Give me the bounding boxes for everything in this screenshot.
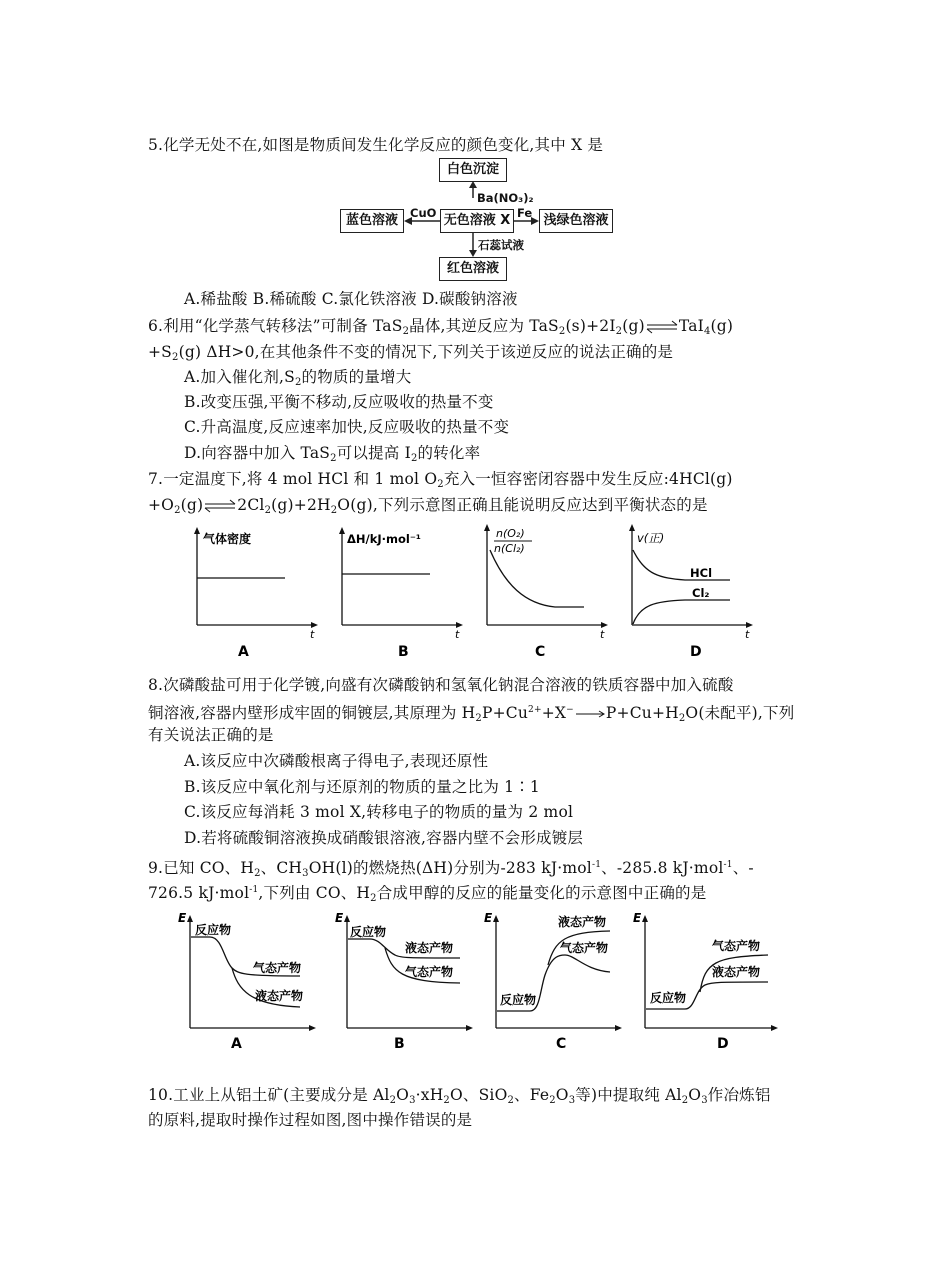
q7-d-label-cl2: Cl₂: [692, 586, 710, 600]
svg-text:E: E: [484, 911, 493, 925]
q10-line1: 10.工业上从铝土矿(主要成分是 $Al_2O_3\cdot xH_2O$、SiO$_2$、$Fe_2O_3$等)中提取纯 $Al_2O_3$作冶炼铝: [148, 1086, 771, 1106]
q7-c-ylabel-den: n(Cl₂): [494, 542, 525, 555]
q7-line2: $+O_2(g)$ $2Cl_2(g)+2H_2O(g)$,下列示意图正确且能说明反应达到平衡状态的是: [148, 496, 708, 516]
q7-b-ylabel: ΔH/kJ·mol⁻¹: [347, 532, 421, 546]
svg-text:反应物: 反应物: [650, 991, 687, 1005]
q6-line2: $+S_2(g)$ ΔH>0,在其他条件不变的情况下,下列关于该逆反应的说法正确的是: [148, 343, 674, 363]
q9-graph-a: [178, 911, 316, 1052]
reagent-litmus: 石蕊试液: [478, 238, 524, 252]
svg-text:液态产物: 液态产物: [712, 965, 761, 979]
q7-a-ylabel: 气体密度: [203, 532, 252, 546]
q9-graph-b: [335, 911, 473, 1052]
svg-text:气态产物: 气态产物: [712, 939, 761, 953]
q5-stem: 5.化学无处不在,如图是物质间发生化学反应的颜色变化,其中 X 是: [148, 136, 604, 154]
box-red-solution: 红色溶液: [439, 257, 507, 281]
q7-label-a: A: [238, 644, 249, 660]
q8-option-c: C.该反应每消耗 3 mol X,转移电子的物质的量为 2 mol: [184, 803, 574, 821]
svg-text:t: t: [600, 628, 605, 641]
svg-text:t: t: [745, 628, 750, 641]
q9-label-d: D: [717, 1036, 729, 1052]
box-white-precipitate: 白色沉淀: [439, 158, 507, 182]
q6-option-a: A.加入催化剂$,S_2$的物质的量增大: [184, 368, 412, 388]
q8-option-b: B.该反应中氧化剂与还原剂的物质的量之比为 1∶1: [184, 778, 540, 796]
svg-text:反应物: 反应物: [500, 993, 537, 1007]
q8-line1: 8.次磷酸盐可用于化学镀,向盛有次磷酸钠和氢氧化钠混合溶液的铁质容器中加入硫酸: [148, 676, 734, 694]
reagent-ba-no3: Ba(NO₃)₂: [477, 191, 534, 205]
q8-line2: 铜溶液,容器内壁形成牢固的铜镀层,其原理为 $H_2P+Cu^{2+}+X^-$ $P+Cu+H_2O$(未配平),下列: [148, 704, 795, 724]
q5-options: A.稀盐酸 B.稀硫酸 C.氯化铁溶液 D.碳酸钠溶液: [184, 290, 518, 308]
svg-text:气态产物: 气态产物: [253, 961, 302, 975]
reagent-cuo: CuO: [410, 206, 437, 220]
q7-label-d: D: [690, 644, 702, 660]
svg-text:t: t: [310, 628, 315, 641]
q9-graph-c: [484, 911, 622, 1052]
q8-line3: 有关说法正确的是: [148, 726, 274, 744]
svg-text:液态产物: 液态产物: [405, 941, 454, 955]
svg-text:液态产物: 液态产物: [255, 989, 304, 1003]
reagent-fe: Fe: [517, 206, 533, 220]
q9-label-c: C: [556, 1036, 567, 1052]
svg-text:t: t: [455, 628, 460, 641]
q6-option-d: D.向容器中加入 TaS$_2$可以提高 $I_2$的转化率: [184, 444, 481, 464]
svg-text:E: E: [335, 911, 344, 925]
q8-option-d: D.若将硫酸铜溶液换成硝酸银溶液,容器内壁不会形成镀层: [184, 829, 584, 847]
svg-text:反应物: 反应物: [350, 925, 387, 939]
svg-text:气态产物: 气态产物: [405, 965, 454, 979]
svg-text:气态产物: 气态产物: [560, 941, 609, 955]
q9-label-b: B: [394, 1036, 405, 1052]
q9-line1: 9.已知 CO、$H_2$、$CH_3OH(l)$的燃烧热(ΔH)分别为-283 kJ·mol$^{-1}$、-285.8 kJ·mol$^{-1}$、-: [148, 859, 754, 879]
q7-label-b: B: [398, 644, 409, 660]
q7-line1: 7.一定温度下,将 4 mol HCl 和 1 mol $O_2$充入一恒容密闭容器中发生反应:4HCl(g): [148, 470, 733, 490]
q10-line2: 的原料,提取时操作过程如图,图中操作错误的是: [148, 1111, 473, 1129]
q7-c-ylabel-num: n(O₂): [496, 527, 525, 540]
q7-d-label-hcl: HCl: [690, 566, 713, 580]
q9-label-a: A: [231, 1036, 242, 1052]
q9-graph-d: [633, 911, 778, 1052]
q8-option-a: A.该反应中次磷酸根离子得电子,表现还原性: [184, 752, 489, 770]
svg-text:E: E: [178, 911, 187, 925]
svg-text:反应物: 反应物: [195, 923, 232, 937]
q6-line1: 6.利用“化学蒸气转移法”可制备 TaS$_2$晶体,其逆反应为 $TaS_2(s)+2I_2(g)$ TaI$_4$(g): [148, 317, 734, 337]
q9-line2: 726.5 kJ·mol$^{-1}$,下列由 CO、$H_2$合成甲醇的反应的能量变化的示意图中正确的是: [148, 884, 707, 904]
box-blue-solution: 蓝色溶液: [340, 209, 404, 233]
box-colorless-solution-x: 无色溶液 X: [440, 209, 514, 233]
box-light-green-solution: 浅绿色溶液: [539, 209, 613, 233]
svg-text:E: E: [633, 911, 642, 925]
q6-option-b: B.改变压强,平衡不移动,反应吸收的热量不变: [184, 393, 494, 411]
q7-label-c: C: [535, 644, 546, 660]
q6-option-c: C.升高温度,反应速率加快,反应吸收的热量不变: [184, 418, 510, 436]
q7-d-ylabel: v(正): [637, 531, 665, 545]
svg-text:液态产物: 液态产物: [558, 915, 607, 929]
